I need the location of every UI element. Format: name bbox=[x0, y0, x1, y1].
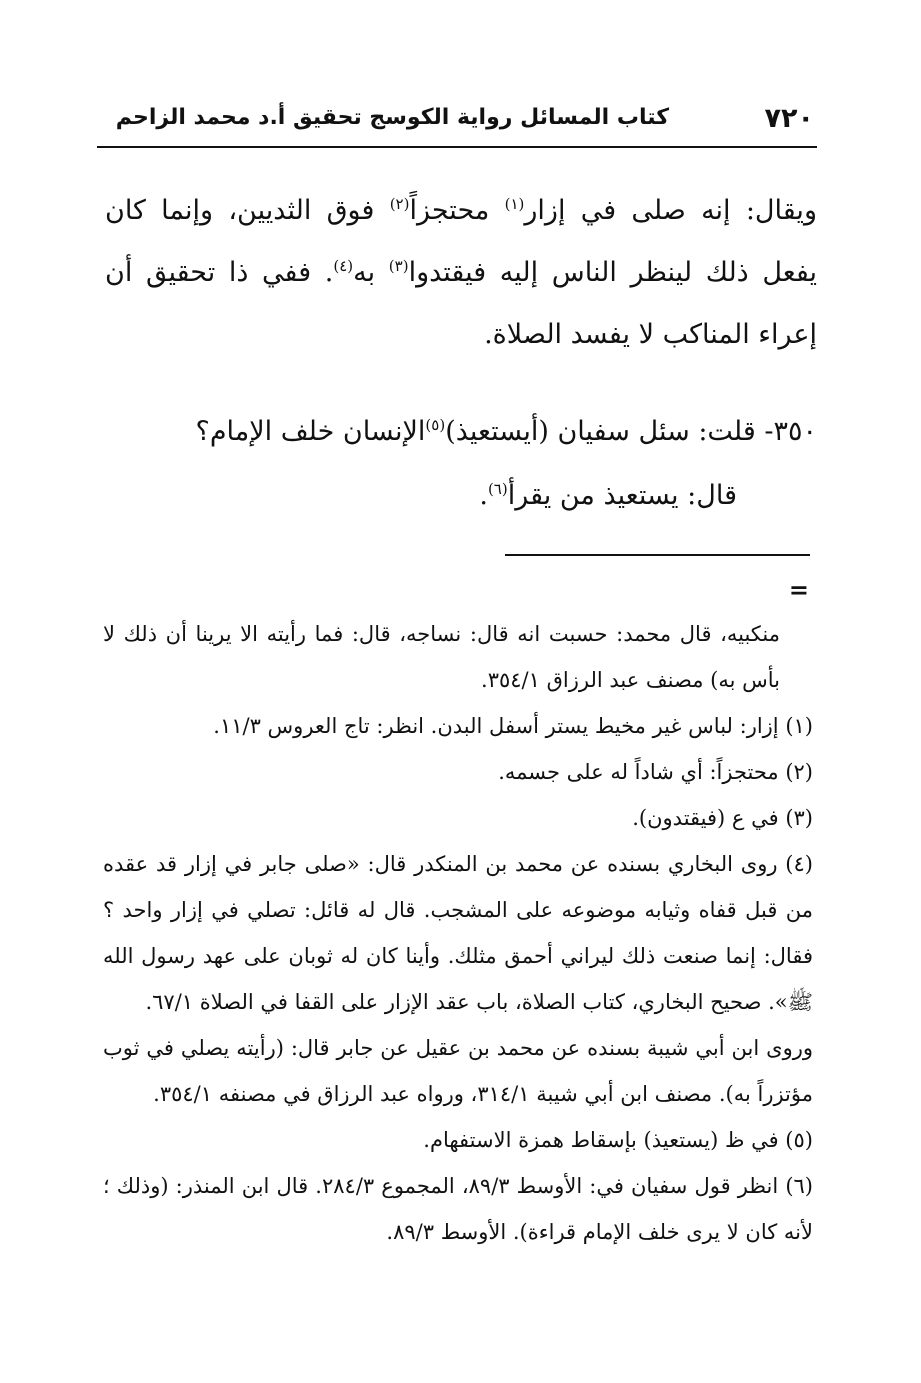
page-number: ٧٢٠ bbox=[764, 103, 814, 134]
page-header bbox=[97, 103, 814, 143]
text-run: قال: يستعيذ من يقرأ bbox=[507, 480, 737, 511]
footnote-4-continued: وروى ابن أبي شيبة بسنده عن محمد بن عقيل عن جابر قال: (رأيته يصلي في ثوب مؤتزراً به). مصنف ابن أبي شيبة ٣١٤/١، ورواه عبد الرزاق في مصنفه ٣٥٤/١. bbox=[103, 1036, 813, 1106]
footnote-separator bbox=[505, 554, 810, 556]
footnote-ref-4: (٤) bbox=[333, 257, 354, 275]
main-text bbox=[105, 180, 817, 366]
text-run: . bbox=[479, 480, 488, 511]
footnote-continuation-mark: = bbox=[788, 575, 809, 604]
question-line bbox=[105, 400, 817, 464]
header-rule bbox=[97, 146, 817, 148]
footnote-2: (٢) محتجزاً: أي شاداً له على جسمه. bbox=[498, 760, 813, 784]
footnote-ref-6: (٦) bbox=[487, 480, 508, 498]
running-title: كتاب المسائل رواية الكوسج تحقيق أ.د محمد الزاحم bbox=[115, 105, 669, 130]
main-paragraph bbox=[105, 180, 817, 366]
footnote-continued: منكبيه، قال محمد: حسبت انه قال: نساجه، قال: فما رأيته الا يرينا أن ذلك لا بأس به) مصنف عبد الرزاق ٣٥٤/١. bbox=[103, 622, 780, 692]
issue-350 bbox=[105, 400, 817, 528]
text-run: ٣٥٠- قلت: سئل سفيان (أيستعيذ) bbox=[445, 416, 817, 447]
text-run: . ففي ذا تحقيق أن إعراء المناكب لا يفسد الصلاة. bbox=[105, 257, 817, 350]
footnote-4: (٤) روى البخاري بسنده عن محمد بن المنكدر قال: «صلى جابر في إزار قد عقده من قبل قفاه وثيابه موضوعه على المشجب. قال له قائل: تصلي في إزار واحد ؟ فقال: إنما صنعت ذلك ليراني أحمق مثلك. وأينا كان له ثوبان على عهد رسول الله ﷺ». صحيح البخاري، كتاب الصلاة، باب عقد الإزار على القفا في الصلاة ٦٧/١. bbox=[103, 852, 814, 1014]
text-run: الإنسان خلف الإمام؟ bbox=[195, 416, 426, 447]
footnote-ref-2: (٢) bbox=[389, 195, 410, 213]
footnote-1: (١) إزار: لباس غير مخيط يستر أسفل البدن. انظر: تاج العروس ١١/٣. bbox=[213, 714, 813, 738]
text-run: محتجزاً bbox=[409, 195, 505, 226]
footnote-ref-5: (٥) bbox=[425, 416, 446, 434]
footnote-3: (٣) في ع (فيقتدون). bbox=[632, 806, 813, 830]
footnote-5: (٥) في ظ (يستعيذ) بإسقاط همزة الاستفهام. bbox=[423, 1128, 813, 1152]
footnote-ref-1: (١) bbox=[504, 195, 525, 213]
text-run: فوق الثديين، وإنما كان يفعل ذلك لينظر الناس إليه فيقتدوا bbox=[105, 195, 817, 288]
footnotes bbox=[103, 611, 813, 1255]
text-run: به bbox=[353, 257, 389, 288]
footnote-ref-3: (٣) bbox=[388, 257, 409, 275]
answer-line bbox=[105, 464, 817, 528]
footnote-6: (٦) انظر قول سفيان في: الأوسط ٨٩/٣، المجموع ٢٨٤/٣. قال ابن المنذر: (وذلك ؛ لأنه كان لا يرى خلف الإمام قراءة). الأوسط ٨٩/٣. bbox=[103, 1174, 813, 1244]
text-run: ويقال: إنه صلى في إزار bbox=[524, 195, 817, 226]
